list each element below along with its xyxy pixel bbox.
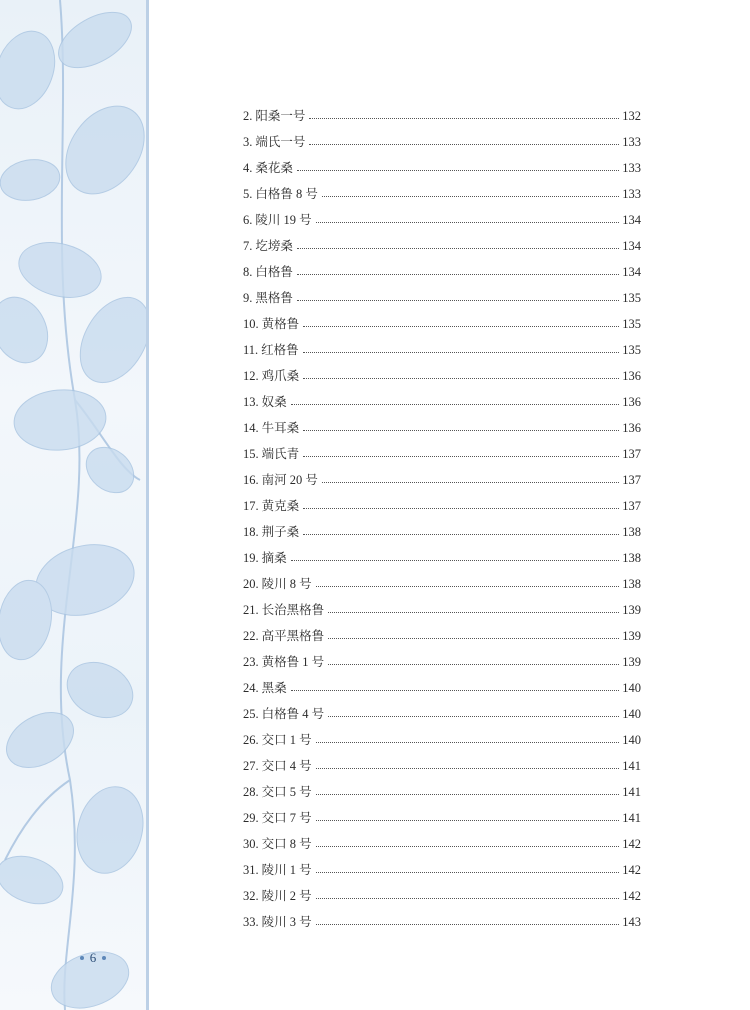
toc-entry — [243, 337, 641, 363]
dot-leader — [309, 117, 619, 119]
toc-entry — [243, 675, 641, 701]
toc-entry — [243, 181, 641, 207]
toc-entry — [243, 571, 641, 597]
toc-entry — [243, 467, 641, 493]
dot-leader — [297, 299, 619, 301]
toc-entry-number: 27. — [243, 758, 259, 773]
toc-entry-number: 24. — [243, 680, 259, 695]
dot-leader — [303, 455, 619, 457]
toc-entry-page: 140 — [622, 706, 641, 721]
toc-entry-title: 荆子桑 — [261, 524, 300, 539]
toc-entry — [243, 155, 641, 181]
toc-entry-number: 14. — [243, 420, 259, 435]
page-number-text: 6 — [89, 950, 97, 965]
dot-leader — [316, 767, 619, 769]
toc-entry-page: 139 — [622, 602, 641, 617]
toc-entry — [243, 285, 641, 311]
dot-leader — [328, 637, 619, 639]
toc-entry-title: 鸡爪桑 — [261, 368, 300, 383]
dot-leader — [316, 793, 619, 795]
toc-entry-number: 25. — [243, 706, 259, 721]
dot-leader — [328, 611, 619, 613]
dot-leader — [322, 481, 619, 483]
toc-entry-title: 陵川 1 号 — [261, 862, 312, 877]
bullet-dot-icon — [102, 956, 106, 960]
toc-entry-number: 23. — [243, 654, 259, 669]
toc-entry-number: 21. — [243, 602, 259, 617]
toc-entry-page: 142 — [622, 862, 641, 877]
toc-entry-number: 10. — [243, 316, 259, 331]
mulberry-leaf-illustration — [0, 0, 146, 1010]
toc-entry-title: 白格鲁 — [255, 264, 293, 279]
toc-entry-title: 交口 5 号 — [261, 784, 312, 799]
toc-entry-title: 圪塝桑 — [255, 238, 293, 253]
bullet-dot-icon — [80, 956, 84, 960]
toc-entry-title: 长治黑格鲁 — [261, 602, 325, 617]
toc-entry-title: 白格鲁 4 号 — [261, 706, 325, 721]
toc-entry-page: 139 — [622, 654, 641, 669]
dot-leader — [316, 845, 619, 847]
toc-entry-number: 9. — [243, 290, 253, 305]
dot-leader — [291, 559, 619, 561]
dot-leader — [316, 741, 619, 743]
toc-entry-title: 阳桑一号 — [255, 108, 306, 123]
toc-entry-title: 南河 20 号 — [261, 472, 318, 487]
toc-entry-page: 138 — [622, 524, 641, 539]
toc-entry-title: 奴桑 — [261, 394, 287, 409]
toc-entry — [243, 311, 641, 337]
toc-entry-page: 142 — [622, 888, 641, 903]
dot-leader — [291, 403, 619, 405]
dot-leader — [303, 507, 619, 509]
dot-leader — [316, 819, 619, 821]
toc-entry-title: 陵川 8 号 — [261, 576, 312, 591]
toc-entry-number: 19. — [243, 550, 259, 565]
toc-entry-title: 陵川 3 号 — [261, 914, 312, 929]
toc-entry-number: 12. — [243, 368, 259, 383]
toc-entry-title: 端氏青 — [261, 446, 300, 461]
toc-entry-number: 22. — [243, 628, 259, 643]
dot-leader — [316, 871, 619, 873]
toc-entry — [243, 649, 641, 675]
toc-entry-number: 28. — [243, 784, 259, 799]
toc-entry — [243, 909, 641, 935]
toc-entry-title: 桑花桑 — [255, 160, 293, 175]
toc-entry-page: 136 — [622, 420, 641, 435]
toc-entry-title: 陵川 19 号 — [255, 212, 312, 227]
toc-entry-title: 红格鲁 — [261, 342, 299, 357]
toc-entry — [243, 103, 641, 129]
toc-entry-number: 30. — [243, 836, 259, 851]
toc-entry-number: 33. — [243, 914, 259, 929]
toc-entry-page: 133 — [622, 186, 641, 201]
dot-leader — [316, 585, 619, 587]
toc-entry-number: 2. — [243, 108, 253, 123]
toc-entry-number: 5. — [243, 186, 253, 201]
toc-entry — [243, 831, 641, 857]
toc-entry-page: 141 — [622, 784, 641, 799]
toc-entry-number: 32. — [243, 888, 259, 903]
toc-entry-number: 7. — [243, 238, 253, 253]
toc-entry — [243, 753, 641, 779]
toc-entry-title: 交口 1 号 — [261, 732, 312, 747]
toc-entry-number: 31. — [243, 862, 259, 877]
toc-entry-page: 138 — [622, 576, 641, 591]
toc-entry — [243, 441, 641, 467]
toc-entry — [243, 207, 641, 233]
toc-entry-number: 6. — [243, 212, 253, 227]
toc-entry-page: 135 — [622, 342, 641, 357]
toc-entry-title: 黑桑 — [261, 680, 287, 695]
toc-entry — [243, 493, 641, 519]
toc-entry-title: 黄格鲁 1 号 — [261, 654, 325, 669]
dot-leader — [297, 169, 619, 171]
toc-entry-number: 17. — [243, 498, 259, 513]
toc-entry-title: 高平黑格鲁 — [261, 628, 325, 643]
toc-entry — [243, 129, 641, 155]
toc-entry-page: 134 — [622, 238, 641, 253]
sidebar-divider — [146, 0, 149, 1010]
toc-entry-number: 20. — [243, 576, 259, 591]
dot-leader — [316, 923, 619, 925]
toc-entry — [243, 597, 641, 623]
dot-leader — [322, 195, 619, 197]
toc-entry — [243, 259, 641, 285]
toc-entry-title: 交口 7 号 — [261, 810, 312, 825]
toc-entry — [243, 883, 641, 909]
toc-entry-title: 交口 8 号 — [261, 836, 312, 851]
dot-leader — [316, 897, 619, 899]
dot-leader — [328, 663, 619, 665]
toc-entry-number: 4. — [243, 160, 253, 175]
toc-entry — [243, 519, 641, 545]
toc-entry-page: 133 — [622, 134, 641, 149]
toc-entry-title: 摘桑 — [261, 550, 287, 565]
toc-entry-title: 交口 4 号 — [261, 758, 312, 773]
toc-entry-title: 白格鲁 8 号 — [255, 186, 318, 201]
toc-entry-page: 137 — [622, 446, 641, 461]
toc-entry-page: 134 — [622, 212, 641, 227]
toc-entry-title: 端氏一号 — [255, 134, 306, 149]
toc-entry-page: 133 — [622, 160, 641, 175]
toc-entry-number: 26. — [243, 732, 259, 747]
toc-entry-title: 黄格鲁 — [261, 316, 300, 331]
table-of-contents — [243, 103, 641, 935]
toc-entry-title: 陵川 2 号 — [261, 888, 312, 903]
toc-entry-page: 136 — [622, 394, 641, 409]
toc-entry-page: 137 — [622, 472, 641, 487]
toc-entry-page: 135 — [622, 316, 641, 331]
toc-entry-page: 142 — [622, 836, 641, 851]
toc-entry — [243, 727, 641, 753]
toc-entry-number: 8. — [243, 264, 253, 279]
toc-entry — [243, 545, 641, 571]
toc-entry-number: 11. — [243, 342, 259, 357]
toc-entry — [243, 363, 641, 389]
dot-leader — [303, 533, 619, 535]
dot-leader — [303, 325, 619, 327]
toc-entry-number: 16. — [243, 472, 259, 487]
dot-leader — [303, 377, 619, 379]
toc-entry — [243, 623, 641, 649]
toc-entry-page: 137 — [622, 498, 641, 513]
toc-entry-page: 141 — [622, 810, 641, 825]
dot-leader — [291, 689, 619, 691]
toc-entry-page: 135 — [622, 290, 641, 305]
page-number — [70, 948, 116, 968]
toc-entry-page: 141 — [622, 758, 641, 773]
dot-leader — [328, 715, 619, 717]
dot-leader — [303, 351, 619, 353]
toc-entry-title: 黑格鲁 — [255, 290, 293, 305]
toc-entry-page: 140 — [622, 732, 641, 747]
toc-entry — [243, 389, 641, 415]
toc-entry — [243, 701, 641, 727]
dot-leader — [316, 221, 619, 223]
toc-entry — [243, 857, 641, 883]
dot-leader — [297, 247, 619, 249]
toc-entry-number: 29. — [243, 810, 259, 825]
toc-entry-number: 15. — [243, 446, 259, 461]
dot-leader — [309, 143, 619, 145]
toc-entry-title: 牛耳桑 — [261, 420, 300, 435]
toc-entry-page: 134 — [622, 264, 641, 279]
toc-entry-page: 136 — [622, 368, 641, 383]
toc-entry — [243, 805, 641, 831]
toc-entry-page: 138 — [622, 550, 641, 565]
toc-entry — [243, 779, 641, 805]
toc-entry-number: 13. — [243, 394, 259, 409]
dot-leader — [297, 273, 619, 275]
toc-entry-page: 143 — [622, 914, 641, 929]
decorative-sidebar — [0, 0, 146, 1010]
toc-entry — [243, 233, 641, 259]
toc-entry-title: 黄克桑 — [261, 498, 300, 513]
dot-leader — [303, 429, 619, 431]
toc-entry — [243, 415, 641, 441]
toc-entry-page: 140 — [622, 680, 641, 695]
toc-entry-page: 132 — [622, 108, 641, 123]
toc-entry-page: 139 — [622, 628, 641, 643]
toc-entry-number: 18. — [243, 524, 259, 539]
toc-entry-number: 3. — [243, 134, 253, 149]
